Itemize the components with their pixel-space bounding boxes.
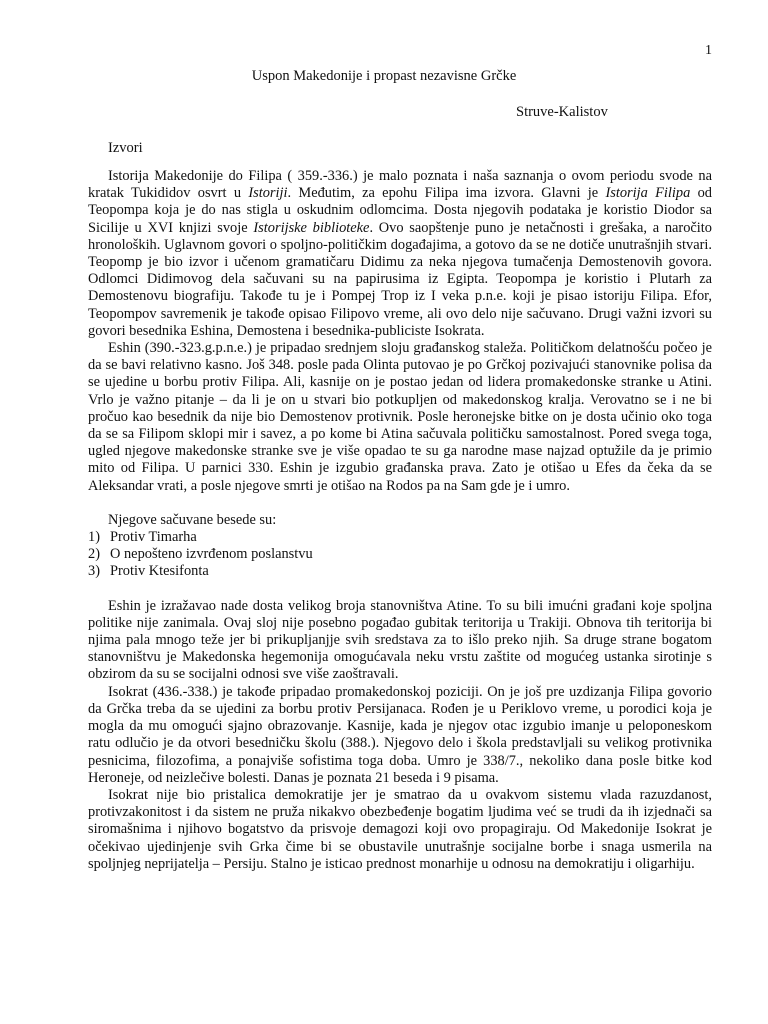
document-body (88, 168, 712, 873)
page-number: 1 (705, 43, 712, 58)
document-title: Uspon Makedonije i propast nezavisne Grčke (251, 68, 517, 84)
section-heading: Izvori (108, 140, 143, 156)
speech-list-item (88, 563, 712, 580)
body-paragraph (88, 168, 712, 340)
paragraph-text: Eshin je izražavao nade dosta velikog broja stanovništva Atine. To su bili imućni građani koje spoljna politike nije zanimala. Ovaj sloj nije posebno pogađao gubitak teritorija u Trakiji. Obnova tih teritorija bi njima pala mnogo teže jer bi prikupljanjje svih sredstava za to išlo preko njih. Sa druge strane bogatom stanovništvu je Makedonska hegemonija omogućavala neku vrstu zaštite od mogućeg ustanka sirotinje s obzirom da su se socijalni odnosi sve više zaoštravali. (88, 597, 712, 683)
body-paragraph (88, 340, 712, 495)
body-paragraph (88, 684, 712, 787)
paragraph-text: Isokrat nije bio pristalica demokratije jer je smatrao da u ovakvom sistemu vlada razuzdanost, protivzakonitost i da sistem ne pruža nikakvo obezbeđenje bogatim ljudima već se trudi da ih izjednači sa siromašnima i njihovo bogatstvo da prisvoje demagozi koji ovo propagiraju. Od Makedonije Isokrat je očekivao ujedinjenje svih Grka čime bi se obustavile unutrašnje socijalne borbe i snaga usmerila na spoljnjeg neprijatelja – Persiju. Stalno je isticao prednost monarhije u odnosu na demokratiju i oligarhiju. (88, 786, 712, 872)
speech-list-item (88, 546, 712, 563)
author-name: Struve-Kalistov (516, 104, 608, 120)
list-item-number: 2 ) (88, 546, 100, 563)
list-item-text: Protiv Timarha (110, 529, 197, 546)
list-item-number: 1 ) (88, 529, 100, 546)
paragraph-group-b (88, 598, 712, 873)
paragraph-text: . Međutim, za epohu Filipa ima izvora. Glavni je (287, 185, 606, 202)
paragraph-group-a (88, 168, 712, 495)
list-item-text: O nepošteno izvrđenom poslanstvu (110, 546, 313, 563)
paragraph-text: od Teopompa koja je do nas stigla u oskudnim odlomcima. Dosta njegovih podataka je koristio Diodor sa Sicilije u XVI knjizi svoje (88, 185, 712, 236)
paragraph-text: Isokrat (436.-338.) je takođe pripadao promakedonskoj poziciji. On je još pre uzdizanja Filipa govorio da Grčka treba da se ujedini za borbu protiv Persijanaca. Rođen je u Periklovo vreme, u porodici koja je mogla da mu omogući sjajno obrazovanje. Kasnije, kada je njegov otac izgubio imanje u peloponeskom ratu odlučio je da otvori besedničku školu (388.). Njegovo delo i škola predstavljali su velikog protivnika pesnicima, filozofima, a ponajviše sofistima toga doba. Umro je 338/7., nekoliko dana posle bitke kod Heroneje, od neizlečive bolesti. Danas je poznata 21 beseda i 9 pisama. (88, 683, 712, 786)
paragraph-text: Eshin (390.-323.g.p.n.e.) je pripadao srednjem sloju građanskog staleža. Političkom delatnošću počeo je da se bavi relativno kasno. Još 348. posle pada Olinta putovao je po Grčkoj pozivajući stanovnike polisa da se ujedine u borbu protiv Filipa. Ali, kasnije on je postao jedan od lidera promakedonske stranke u Atini. Vrlo je važno pitanje – da li je on u stvari bio potkupljen od makedonskog kralja. Verovatno se i ne bi pročuo kao besednik da nije bio Demostenov protivnik. Posle heronejske bitke on je dosta učinio oko toga da se sa Filipom sklopi mir i savez, a po kome bi Atina sačuvala političku samostalnost. Pored svega toga, ugled njegove makedonske stranke sve je više opadao te su ga narodne mase najzad optužile da je primio mito od Filipa. U parnici 330. Eshin je izgubio građanska prava. Zato je otišao u Efes da čeka da se Aleksandar vrati, a posle njegove smrti je otišao na Rodos pa na Sam gde je i umro. (88, 340, 712, 494)
body-paragraph (88, 598, 712, 684)
italic-title-text: Istorija Filipa (605, 185, 691, 202)
italic-title-text: Istorijske biblioteke (253, 219, 370, 236)
italic-title-text: Istoriji (248, 185, 288, 202)
list-item-text: Protiv Ktesifonta (110, 563, 209, 580)
speeches-list (88, 529, 712, 581)
list-intro: Njegove sačuvane besede su: (108, 511, 277, 528)
paragraph-text: Istorija Makedonije do Filipa ( 359.-336.) je malo poznata i naša saznanja o ovom periodu svode na kratak Tukididov osvrt u (88, 168, 712, 202)
paragraph-text: . Ovo saopštenje puno je netačnosti i grešaka, a naročito hronoloških. Uglavnom govori o spoljno-političkim događajima, a gotovo da se ne dotiče unutrašnjih stvari. Teopomp je bio izvor i učenom gramatičaru Didimu za neka njegova tumačenja Demostenovih govora. Odlomci Didimovog dela sačuvani su na papirusima iz Egipta. Teopompa je koristio i Plutarh za Demostenovu biografiju. Takođe tu je i Pompej Trop iz I veka p.n.e. koji je pisao istoriju Filipa. Efor, Teopompov savremenik je takođe opisao Filipovo vreme, ali ovo delo nije sačuvano. Drugi važni izvori su govori besednika Eshina, Demostena i besednika-publiciste Isokrata. (88, 219, 712, 339)
speech-list-item (88, 529, 712, 546)
list-item-number: 3 ) (88, 563, 100, 580)
body-paragraph (88, 787, 712, 873)
